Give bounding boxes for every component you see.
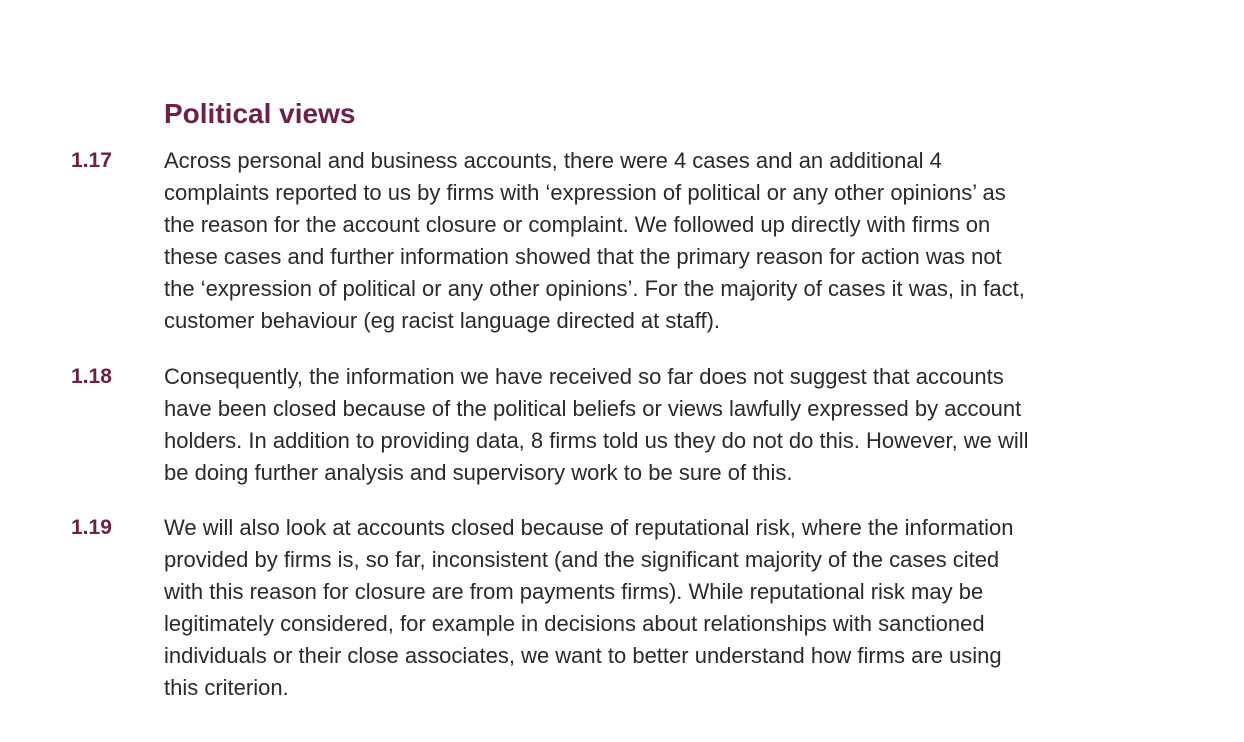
paragraph-number: 1.18 [71,365,112,388]
text-line: the ‘expression of political or any other opinions’. For the majority of cases it was, in fact, [164,276,1025,301]
text-line: individuals or their close associates, we want to better understand how firms are using [164,643,1002,668]
text-line: be doing further analysis and supervisory work to be sure of this. [164,460,793,485]
text-line: with this reason for closure are from payments firms). While reputational risk may be [164,579,984,604]
paragraph-number: 1.19 [71,516,112,539]
text-line: provided by firms is, so far, inconsistent (and the significant majority of the cases cited [164,547,1000,572]
text-line: have been closed because of the political beliefs or views lawfully expressed by account [164,396,1022,421]
text-line: the reason for the account closure or complaint. We followed up directly with firms on [164,212,991,237]
text-line: Across personal and business accounts, there were 4 cases and an additional 4 [164,148,942,173]
section-heading: Political views [164,98,356,129]
text-line: We will also look at accounts closed because of reputational risk, where the information [164,515,1014,540]
paragraph-number: 1.17 [71,149,112,172]
text-line: customer behaviour (eg racist language directed at staff). [164,308,721,333]
text-line: complaints reported to us by firms with ‘expression of political or any other opinions’ as [164,180,1006,205]
paragraph-text [164,145,1164,337]
paragraph-text [164,512,1164,704]
text-line: legitimately considered, for example in decisions about relationships with sanctioned [164,611,985,636]
text-line: holders. In addition to providing data, 8 firms told us they do not do this. However, we will [164,428,1029,453]
text-line: this criterion. [164,675,289,700]
text-line: these cases and further information showed that the primary reason for action was not [164,244,1002,269]
text-line: Consequently, the information we have received so far does not suggest that accounts [164,364,1004,389]
paragraph-text [164,361,1164,489]
